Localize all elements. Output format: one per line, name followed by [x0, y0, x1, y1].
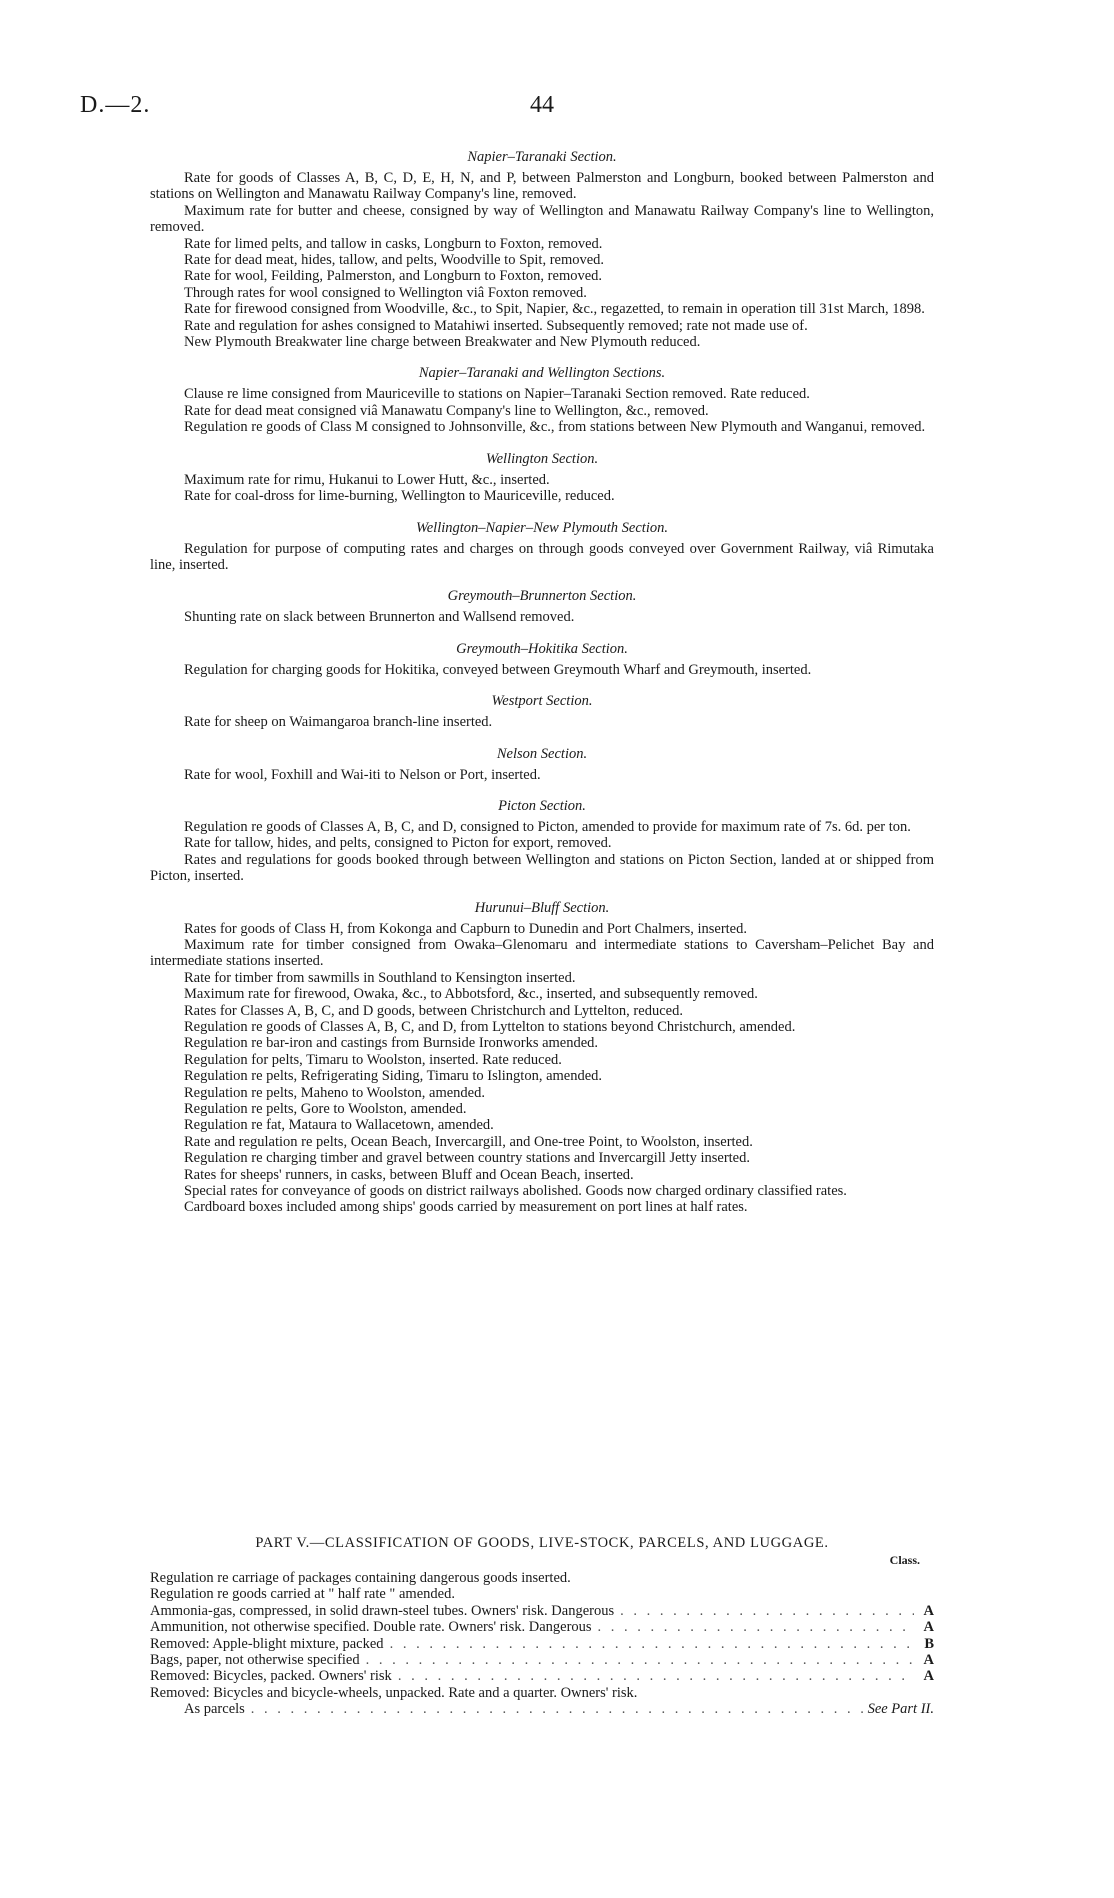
dot-leader: [392, 1668, 914, 1684]
classification-entry: [150, 1685, 934, 1701]
intro-line: [150, 1570, 934, 1586]
document-reference: D.—2.: [80, 92, 151, 118]
section-greymouth-brunnerton: [150, 587, 934, 625]
section-napier-taranaki-wellington: [150, 364, 934, 435]
paragraph: New Plymouth Breakwater line charge between Breakwater and New Plymouth reduced.: [184, 334, 701, 351]
paragraph: Maximum rate for firewood, Owaka, &c., to Abbotsford, &c., inserted, and subsequently removed.: [184, 986, 758, 1003]
section-title: Napier–Taranaki and Wellington Sections.: [418, 365, 666, 382]
paragraph: Rate for dead meat consigned viâ Manawatu Company's line to Wellington, &c., removed.: [184, 402, 709, 419]
paragraph: Regulation for pelts, Timaru to Woolston, inserted. Rate reduced.: [184, 1051, 562, 1068]
part-v-title: PART V.—CLASSIFICATION OF GOODS, LIVE-STOCK, PARCELS, AND LUGGAGE.: [255, 1535, 829, 1551]
section-picton: [150, 797, 934, 885]
paragraph: Regulation re fat, Mataura to Wallacetown, amended.: [184, 1117, 494, 1134]
section-hurunui-bluff: [150, 899, 934, 1216]
paragraph: Rate for sheep on Waimangaroa branch-line inserted.: [184, 714, 493, 731]
paragraph: Rate for goods of Classes A, B, C, D, E, H, N, and P, between Palmerston and Longburn, booked between Palmerston and stations on Wellington and Manawatu Railway Company's line, removed.: [150, 170, 934, 203]
paragraph: Regulation re bar-iron and castings from Burnside Ironworks amended.: [184, 1035, 599, 1052]
paragraph: Rate for wool, Foxhill and Wai-iti to Nelson or Port, inserted.: [184, 766, 541, 783]
intro-text: Regulation re goods carried at " half rate " amended.: [150, 1586, 455, 1603]
paragraph: Rate for coal-dross for lime-burning, Wellington to Mauriceville, reduced.: [184, 488, 615, 505]
paragraph: Regulation re goods of Class M consigned to Johnsonville, &c., from stations between New Plymouth and Wanganui, removed.: [184, 419, 926, 436]
paragraph: Through rates for wool consigned to Wellington viâ Foxton removed.: [184, 284, 587, 301]
entry-text: Bags, paper, not otherwise specified: [150, 1652, 360, 1669]
entry-text: Removed: Apple-blight mixture, packed: [150, 1635, 384, 1652]
classification-entry: [150, 1636, 934, 1652]
classification-entry: [150, 1619, 934, 1635]
paragraph: Rate and regulation for ashes consigned to Matahiwi inserted. Subsequently removed; rate not made use of.: [184, 317, 808, 334]
entry-text: Removed: Bicycles and bicycle-wheels, unpacked. Rate and a quarter. Owners' risk.: [150, 1684, 638, 1701]
page-number: 44: [530, 92, 554, 118]
entry-class: A: [923, 1652, 934, 1669]
section-title: Westport Section.: [491, 693, 593, 710]
classification-entry: [150, 1668, 934, 1684]
section-greymouth-hokitika: [150, 640, 934, 678]
entry-class: A: [923, 1602, 934, 1619]
document-body: [150, 148, 934, 1216]
entry-class: See Part II.: [867, 1701, 934, 1718]
paragraph: Regulation re goods of Classes A, B, C, and D, consigned to Picton, amended to provide for maximum rate of 7s. 6d. per ton.: [184, 818, 911, 835]
dot-leader: [384, 1636, 914, 1652]
intro-line: [150, 1586, 934, 1602]
section-wellington-napier-new-plymouth: [150, 519, 934, 574]
classification-entry: [150, 1652, 934, 1668]
entry-text: Ammonia-gas, compressed, in solid drawn-steel tubes. Owners' risk. Dangerous: [150, 1602, 615, 1619]
paragraph: Regulation re pelts, Refrigerating Siding, Timaru to Islington, amended.: [184, 1068, 603, 1085]
section-title: Hurunui–Bluff Section.: [474, 899, 610, 916]
paragraph: Maximum rate for rimu, Hukanui to Lower Hutt, &c., inserted.: [184, 471, 550, 488]
paragraph: Rate and regulation re pelts, Ocean Beach, Invercargill, and One-tree Point, to Woolston, inserted.: [184, 1133, 753, 1150]
entry-text: As parcels: [184, 1701, 245, 1718]
section-nelson: [150, 745, 934, 783]
section-napier-taranaki: [150, 148, 934, 350]
entry-class: A: [923, 1619, 934, 1636]
paragraph: Maximum rate for butter and cheese, consigned by way of Wellington and Manawatu Railway Company's line to Wellington, removed.: [150, 202, 934, 236]
classification-entry: [150, 1701, 934, 1717]
paragraph: Regulation re charging timber and gravel between country stations and Invercargill Jetty inserted.: [184, 1150, 750, 1167]
paragraph: Rates for Classes A, B, C, and D goods, between Christchurch and Lyttelton, reduced.: [184, 1002, 683, 1019]
paragraph: Regulation for charging goods for Hokitika, conveyed between Greymouth Wharf and Greymouth, inserted.: [184, 661, 812, 678]
section-title: Picton Section.: [498, 797, 586, 814]
paragraph: Shunting rate on slack between Brunnerton and Wallsend removed.: [184, 609, 575, 626]
page-header: [0, 92, 1114, 126]
section-title: Nelson Section.: [496, 745, 588, 762]
dot-leader: [614, 1603, 914, 1619]
paragraph: Rate for firewood consigned from Woodville, &c., to Spit, Napier, &c., regazetted, to remain in operation till 31st March, 1898.: [184, 301, 925, 318]
paragraph: Rate for wool, Feilding, Palmerston, and Longburn to Foxton, removed.: [184, 268, 603, 285]
entry-text: Ammunition, not otherwise specified. Double rate. Owners' risk. Dangerous: [150, 1619, 592, 1636]
entry-class: A: [923, 1668, 934, 1685]
paragraph: Regulation for purpose of computing rates and charges on through goods conveyed over Government Railway, viâ Rimutaka line, inserted.: [150, 540, 934, 573]
section-westport: [150, 692, 934, 730]
paragraph: Rates for goods of Class H, from Kokonga and Capburn to Dunedin and Port Chalmers, inserted.: [184, 920, 747, 937]
paragraph: Rates for sheeps' runners, in casks, between Bluff and Ocean Beach, inserted.: [184, 1166, 634, 1183]
paragraph: Rates and regulations for goods booked through between Wellington and stations on Picton Section, landed at or shipped from Picton, inserted.: [150, 851, 934, 885]
paragraph: Rate for tallow, hides, and pelts, consigned to Picton for export, removed.: [184, 835, 612, 852]
intro-text: Regulation re carriage of packages containing dangerous goods inserted.: [150, 1570, 571, 1586]
paragraph: Cardboard boxes included among ships' goods carried by measurement on port lines at half rates.: [184, 1199, 748, 1216]
section-title: Napier–Taranaki Section.: [467, 149, 617, 165]
paragraph: Regulation re pelts, Maheno to Woolston, amended.: [184, 1084, 485, 1101]
entry-class: B: [924, 1635, 934, 1652]
dot-leader: [360, 1652, 914, 1668]
dot-leader: [592, 1619, 914, 1635]
paragraph: Maximum rate for timber consigned from Owaka–Glenomaru and intermediate stations to Caversham–Pelichet Bay and intermediate stations inserted.: [150, 936, 934, 970]
paragraph: Rate for dead meat, hides, tallow, and pelts, Woodville to Spit, removed.: [184, 252, 605, 269]
entry-text: Removed: Bicycles, packed. Owners' risk: [150, 1668, 392, 1685]
dot-leader: [245, 1701, 868, 1717]
section-title: Greymouth–Hokitika Section.: [456, 640, 628, 657]
paragraph: Regulation re goods of Classes A, B, C, and D, from Lyttelton to stations beyond Christchurch, amended.: [184, 1019, 796, 1035]
section-wellington: [150, 450, 934, 505]
class-column-header: Class.: [889, 1553, 920, 1567]
paragraph: Regulation re pelts, Gore to Woolston, amended.: [184, 1101, 467, 1118]
section-title: Greymouth–Brunnerton Section.: [447, 588, 637, 605]
paragraph: Rate for limed pelts, and tallow in casks, Longburn to Foxton, removed.: [184, 235, 603, 252]
section-title: Wellington–Napier–New Plymouth Section.: [416, 519, 668, 536]
classification-entry: [150, 1603, 934, 1619]
section-title: Wellington Section.: [485, 450, 599, 467]
part-v-classification: [150, 1535, 934, 1718]
paragraph: Clause re lime consigned from Mauriceville to stations on Napier–Taranaki Section removed. Rate reduced.: [184, 386, 810, 403]
paragraph: Rate for timber from sawmills in Southland to Kensington inserted.: [184, 969, 576, 986]
paragraph: Special rates for conveyance of goods on district railways abolished. Goods now charged ordinary classified rates.: [184, 1183, 847, 1200]
